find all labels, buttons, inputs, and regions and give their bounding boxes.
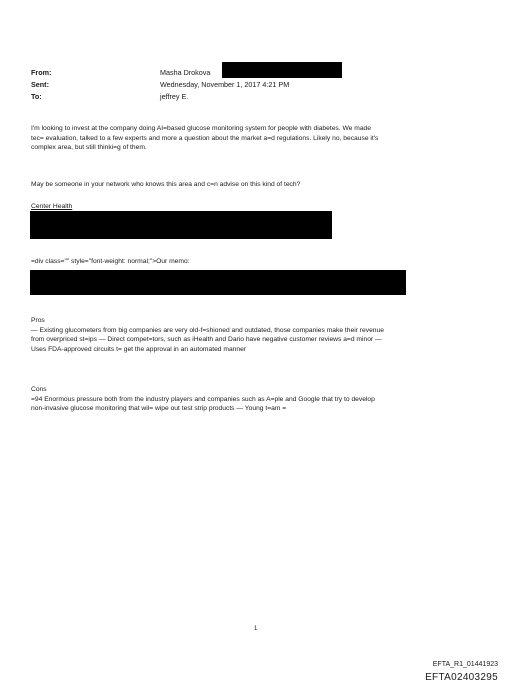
footer-ref-2: EFTA02403295 (425, 672, 498, 683)
footer-ref-1: EFTA_R1_01441923 (432, 661, 498, 668)
cons-heading: Cons (31, 386, 47, 393)
intro-line-2: tec= evaluation, talked to a few experts and more a question about the market a=d regulations. Likely no, because it's (31, 134, 379, 142)
memo-line: =div class="" style="font-weight: normal;">Our memo: (31, 258, 190, 265)
pros-line-1: — Existing glucometers from big companies are very old-f=shioned and outdated, those companies make their revenue (31, 326, 384, 334)
redaction-box-company (30, 211, 332, 239)
cons-line-2: non-invasive glucose monitoring that wil= wipe out test strip products — Young t=am = (31, 405, 287, 413)
cons-line-1: =94 Enormous pressure both from the industry players and companies such as A=ple and Google that try to develop (31, 395, 375, 403)
sent-value: Wednesday, November 1, 2017 4:21 PM (160, 80, 290, 89)
company-name: Center Health (31, 203, 73, 210)
pros-line-3: Uses FDA-approved circuits t= get the approval in an automated manner (31, 345, 247, 353)
to-value: jeffrey E. (160, 92, 189, 101)
intro-paragraph (31, 124, 481, 153)
pros-line-2: from overpriced st=ips — Direct compet=tors, such as iHealth and Dario have negative customer reviews a=d minor — (31, 336, 382, 344)
from-label: From: (31, 68, 52, 77)
pros-heading: Pros (31, 317, 45, 324)
network-question: May be someone in your network who knows this area and c=n advise on this kind of tech? (31, 181, 301, 188)
sent-label: Sent: (31, 80, 49, 89)
intro-line-1: I'm looking to invest at the company doing AI=based glucose monitoring system for people with diabetes. We made (31, 125, 371, 132)
cons-section (31, 385, 481, 414)
to-label: To: (31, 92, 42, 101)
pros-section (31, 316, 481, 354)
redaction-box-from (222, 62, 342, 78)
from-value: Masha Drokova (160, 68, 211, 77)
intro-line-3: complex area, but still thinki=g of them. (31, 144, 147, 152)
redaction-box-memo (30, 270, 406, 295)
page-number: 1 (254, 626, 258, 632)
